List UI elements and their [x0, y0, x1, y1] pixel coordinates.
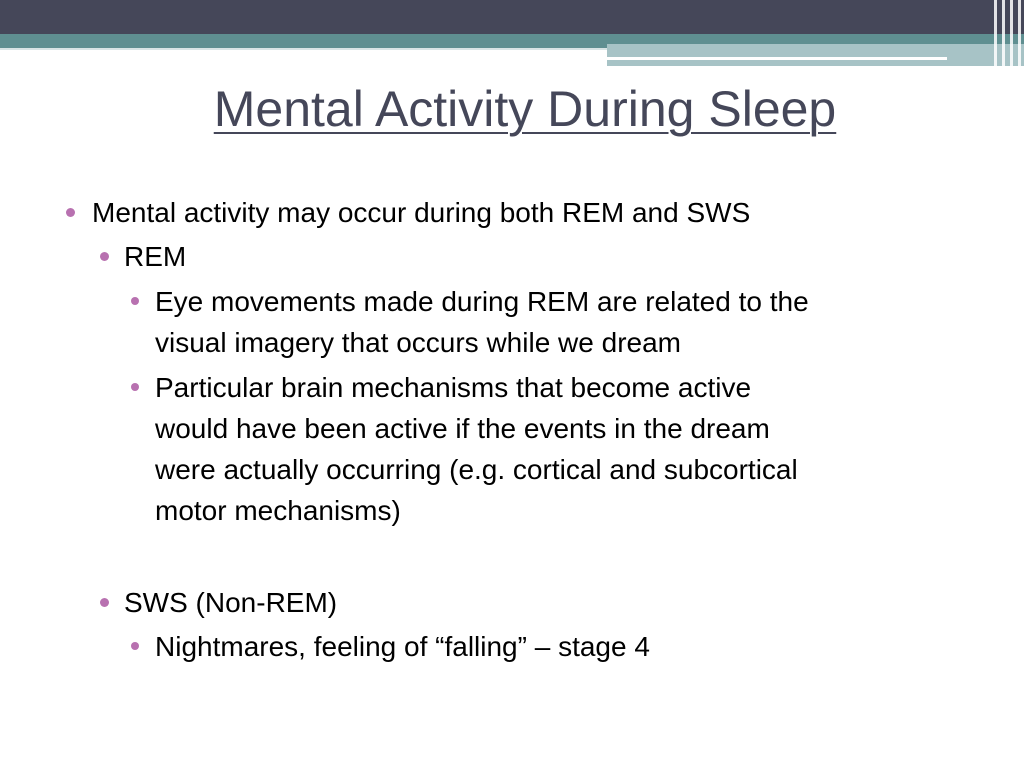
bullet-text: SWS (Non-REM) — [124, 587, 338, 618]
bullet-text-line: visual imagery that occurs while we dream — [155, 327, 681, 358]
bullet-text-line: motor mechanisms) — [155, 495, 401, 526]
bullet-level3 — [155, 367, 975, 531]
bullet-dot-icon — [131, 642, 139, 650]
bullet-level3 — [155, 281, 975, 363]
bullet-dot-icon — [131, 383, 139, 391]
bullet-level1 — [92, 192, 750, 233]
bullet-text: Mental activity may occur during both REM and SWS — [92, 197, 751, 228]
bullet-level2 — [124, 582, 337, 623]
bullet-level2 — [124, 236, 186, 277]
bullet-text-line: Particular brain mechanisms that become active — [155, 372, 752, 403]
bullet-text-line: Eye movements made during REM are related to the — [155, 286, 809, 317]
bullet-text-line: were actually occurring (e.g. cortical and subcortical — [155, 454, 798, 485]
bullet-dot-icon — [100, 252, 109, 261]
bullet-dot-icon — [100, 598, 109, 607]
bullet-text: REM — [124, 241, 187, 272]
bullet-text-line: would have been active if the events in the dream — [155, 413, 770, 444]
header-band-dark — [0, 0, 1024, 34]
header-band-thin — [0, 48, 607, 50]
header-accent-line — [607, 57, 947, 60]
bullet-dot-icon — [131, 297, 139, 305]
bullet-dot-icon — [66, 208, 75, 217]
bullet-level3 — [155, 626, 975, 667]
header-stripes — [988, 0, 1024, 68]
slide-title: Mental Activity During Sleep — [213, 81, 837, 137]
bullet-text: Nightmares, feeling of “falling” – stage 4 — [155, 631, 650, 662]
header-band-light — [607, 44, 1024, 66]
